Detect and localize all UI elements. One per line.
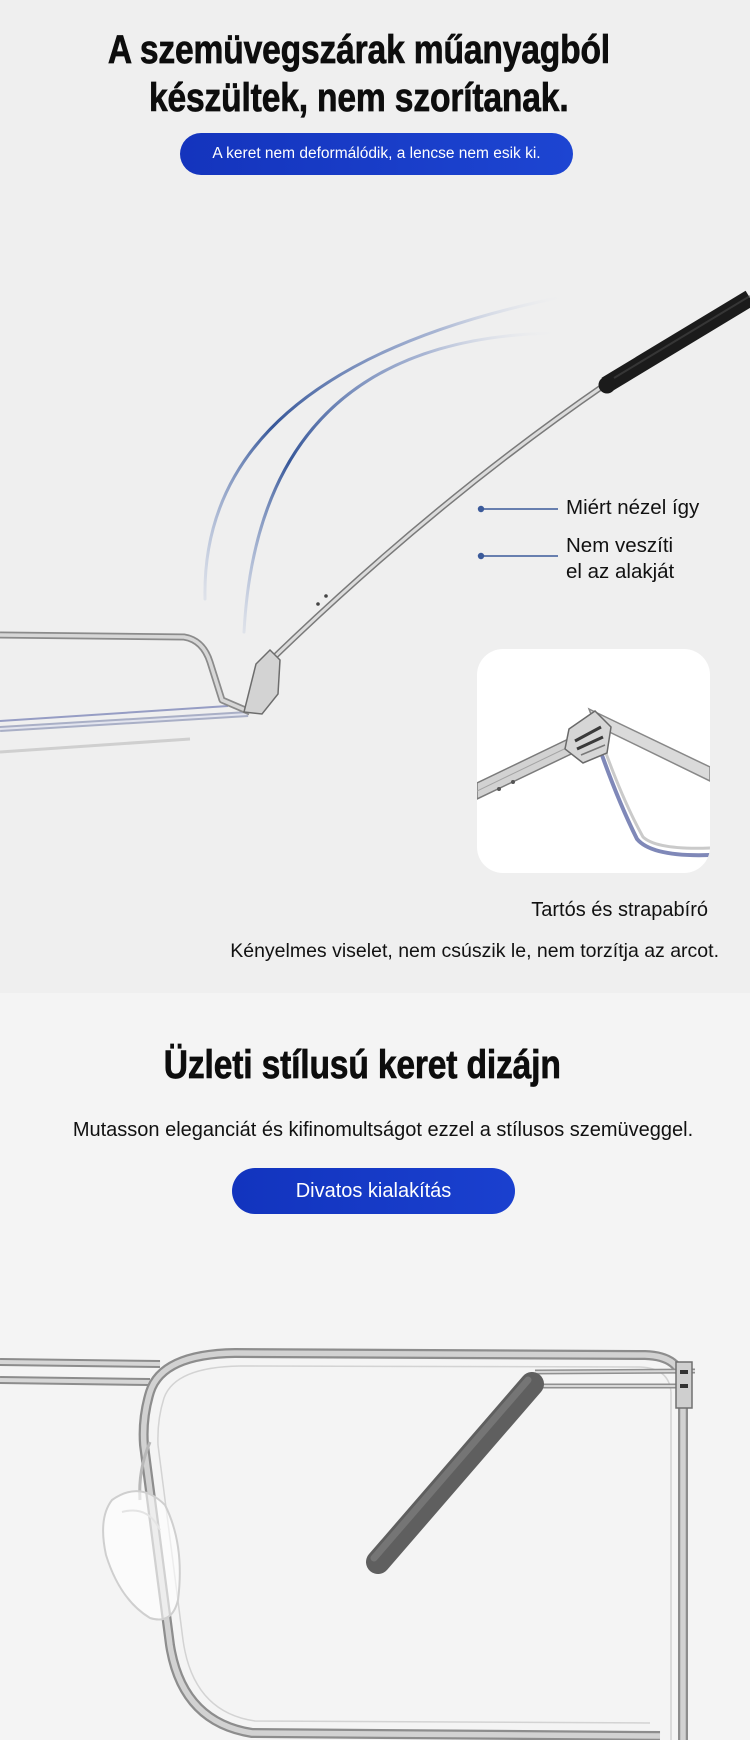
motion-arc-inner xyxy=(244,333,555,632)
title-line-1: A szemüvegszárak műanyagból xyxy=(107,28,611,72)
hinge-closeup-card xyxy=(477,649,710,873)
comfort-description: Kényelmes viselet, nem csúszik le, nem torzítja az arcot. xyxy=(230,940,719,962)
callout-label-1: Miért nézel így xyxy=(566,496,700,519)
temple-arm xyxy=(263,296,750,668)
callout-label-2 xyxy=(566,533,674,585)
callout-label-2-line-2: el az alakját xyxy=(566,560,675,583)
feature-pill: A keret nem deformálódik, a lencse nem esik ki. xyxy=(180,133,573,175)
lens-rim xyxy=(144,1353,683,1740)
business-style-section xyxy=(0,993,750,1740)
title-line-2: készültek, nem szorítanak. xyxy=(149,76,569,120)
page-title xyxy=(0,26,718,122)
brow-bar xyxy=(0,1362,160,1382)
section-subtitle: Mutasson eleganciát és kifinomultságot ezzel a stílusos szemüveggel. xyxy=(72,1119,694,1141)
hinge-closeup-image xyxy=(477,649,710,873)
lens-frame xyxy=(0,635,250,752)
temple-rubber-tip xyxy=(374,1380,532,1562)
callout-label-2-line-1: Nem veszíti xyxy=(566,534,674,557)
durability-caption: Tartós és strapabíró xyxy=(531,899,708,921)
glasses-front-frame-image xyxy=(0,1230,750,1740)
section-heading-text: Üzleti stílusú keret dizájn xyxy=(163,1043,561,1087)
callout-marker-1 xyxy=(478,506,558,512)
hinge xyxy=(244,650,280,714)
section-heading xyxy=(0,1041,724,1089)
fashion-design-button[interactable]: Divatos kialakítás xyxy=(232,1168,515,1214)
callout-marker-2 xyxy=(478,553,558,559)
nose-pad xyxy=(103,1442,180,1620)
